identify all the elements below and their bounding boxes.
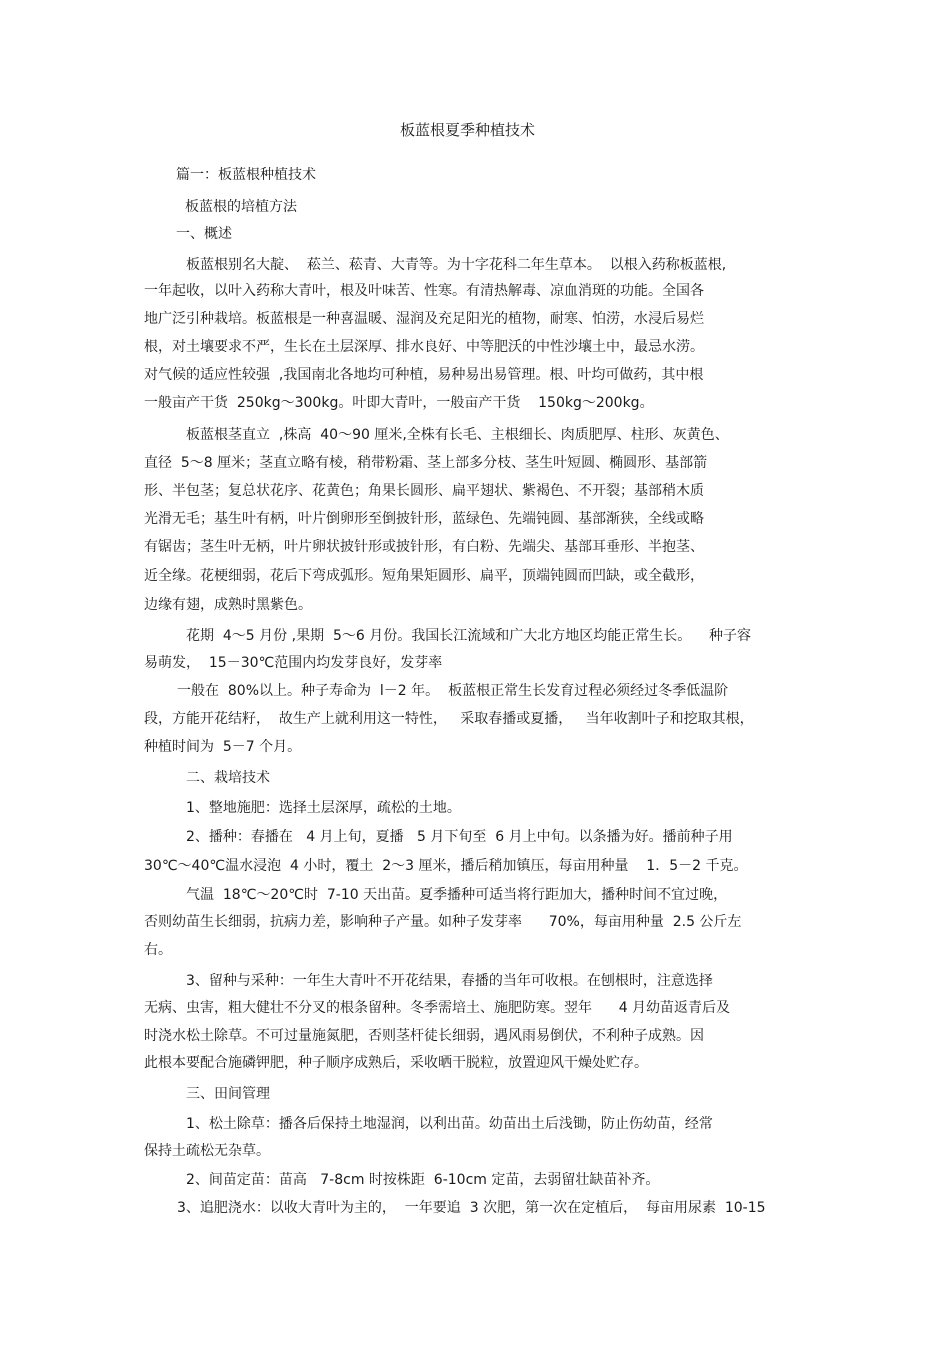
- paragraph-line: 气温 18℃～20℃时 7-10 天出苗。夏季播种可适当将行距加大，播种时间不宜过晚，: [186, 887, 728, 903]
- paragraph-line: 边缘有翅，成熟时黑紫色。: [144, 597, 312, 613]
- paragraph-line: 此根本要配合施磷钾肥，种子顺序成熟后，采收晒干脱粒，放置迎风干燥处贮存。: [144, 1055, 648, 1071]
- paragraph-line: 一般在 80%以上。种子寿命为 l－2 年。 板蓝根正常生长发育过程必须经过冬季低温阶: [177, 683, 729, 699]
- paragraph-line: 一般亩产干货 250kg～300kg。叶即大青叶，一般亩产干货 150kg～200kg。: [144, 395, 654, 411]
- paragraph-line: 时浇水松土除草。不可过量施氮肥，否则茎杆徒长细弱，遇风雨易倒伏，不利种子成熟。因: [144, 1028, 704, 1044]
- paragraph-line: 1、整地施肥：选择土层深厚，疏松的土地。: [186, 800, 461, 816]
- paragraph-line: 直径 5～8 厘米；茎直立略有棱，稍带粉霜、茎上部多分枝、茎生叶短圆、椭圆形、基部箭: [144, 455, 708, 471]
- paragraph-line: 否则幼苗生长细弱，抗病力差，影响种子产量。如种子发芽率 70%，每亩用种量 2.5 公斤左: [144, 914, 742, 930]
- paragraph-line: 1、松土除草：播各后保持土地湿润，以利出苗。幼苗出土后浅锄，防止伤幼苗，经常: [186, 1116, 713, 1132]
- paragraph-line: 种植时间为 5－7 个月。: [144, 739, 302, 755]
- paragraph-line: 保持土疏松无杂草。: [144, 1143, 270, 1159]
- paragraph-line: 对气候的适应性较强 ,我国南北各地均可种植，易种易出易管理。根、叶均可做药，其中根: [144, 367, 704, 383]
- paragraph-line: 板蓝根茎直立 ,株高 40～90 厘米,全株有长毛、主根细长、肉质肥厚、柱形、灰黄色、: [186, 427, 729, 443]
- paragraph-line: 易萌发， 15－30℃范围内均发芽良好，发芽率: [144, 655, 443, 671]
- paragraph-line: 根，对土壤要求不严，生长在土层深厚、排水良好、中等肥沃的中性沙壤土中，最忌水涝。: [144, 339, 704, 355]
- paragraph-line: 3、留种与采种：一年生大青叶不开花结果，春播的当年可收根。在刨根时，注意选择: [186, 973, 713, 989]
- paragraph-line: 无病、虫害，粗大健壮不分叉的根条留种。冬季需培土、施肥防寒。翌年 4 月幼苗返青后及: [144, 1000, 731, 1016]
- paragraph-line: 2、播种：春播在 4 月上旬，夏播 5 月下旬至 6 月上中旬。以条播为好。播前种子用: [186, 829, 733, 845]
- document-title: 板蓝根夏季种植技术: [400, 121, 536, 139]
- paragraph-line: 花期 4～5 月份 ,果期 5～6 月份。我国长江流域和广大北方地区均能正常生长。 种子容: [186, 628, 752, 644]
- paragraph-line: 光滑无毛；基生叶有柄，叶片倒卵形至倒披针形，蓝绿色、先端钝圆、基部渐狭，全线或略: [144, 511, 704, 527]
- paragraph-line: 有锯齿；茎生叶无柄，叶片卵状披针形或披针形，有白粉、先端尖、基部耳垂形、半抱茎、: [144, 539, 704, 555]
- paragraph-line: 30℃～40℃温水浸泡 4 小时，覆土 2～3 厘米，播后稍加镇压，每亩用种量 1．5－2 千克。: [144, 858, 748, 874]
- paragraph-line: 地广泛引种栽培。板蓝根是一种喜温暖、湿润及充足阳光的植物，耐寒、怕涝，水浸后易烂: [144, 311, 704, 327]
- paragraph-line: 2、间苗定苗：苗高 7-8cm 时按株距 6-10cm 定苗，去弱留壮缺苗补齐。: [186, 1172, 660, 1188]
- paragraph-line: 形、半包茎；复总状花序、花黄色；角果长圆形、扁平翅状、紫褐色、不开裂；基部稍木质: [144, 483, 704, 499]
- paragraph-line: 近全缘。花梗细弱，花后下弯成弧形。短角果矩圆形、扁平，顶端钝圆而凹缺，或全截形，: [144, 568, 704, 584]
- paragraph-line: 右。: [144, 942, 172, 958]
- paragraph-line: 一年起收，以叶入药称大青叶，根及叶味苦、性寒。有清热解毒、凉血消斑的功能。全国各: [144, 283, 704, 299]
- section-heading: 二、栽培技术: [186, 770, 270, 786]
- paragraph-line: 段，方能开花结籽， 故生产上就利用这一特性， 采取春播或夏播， 当年收割叶子和挖取其根，: [144, 711, 754, 727]
- paragraph-line: 3、追肥浇水：以收大青叶为主的， 一年要追 3 次肥，第一次在定植后， 每亩用尿素 10-15: [177, 1200, 766, 1216]
- paragraph-line: 板蓝根别名大靛、 菘兰、菘青、大青等。为十字花科二年生草本。 以根入药称板蓝根,: [186, 257, 727, 273]
- subheading: 板蓝根的培植方法: [185, 199, 297, 215]
- section-heading: 篇一：板蓝根种植技术: [176, 167, 316, 183]
- section-heading: 一、概述: [176, 226, 232, 242]
- section-heading: 三、田间管理: [186, 1086, 270, 1102]
